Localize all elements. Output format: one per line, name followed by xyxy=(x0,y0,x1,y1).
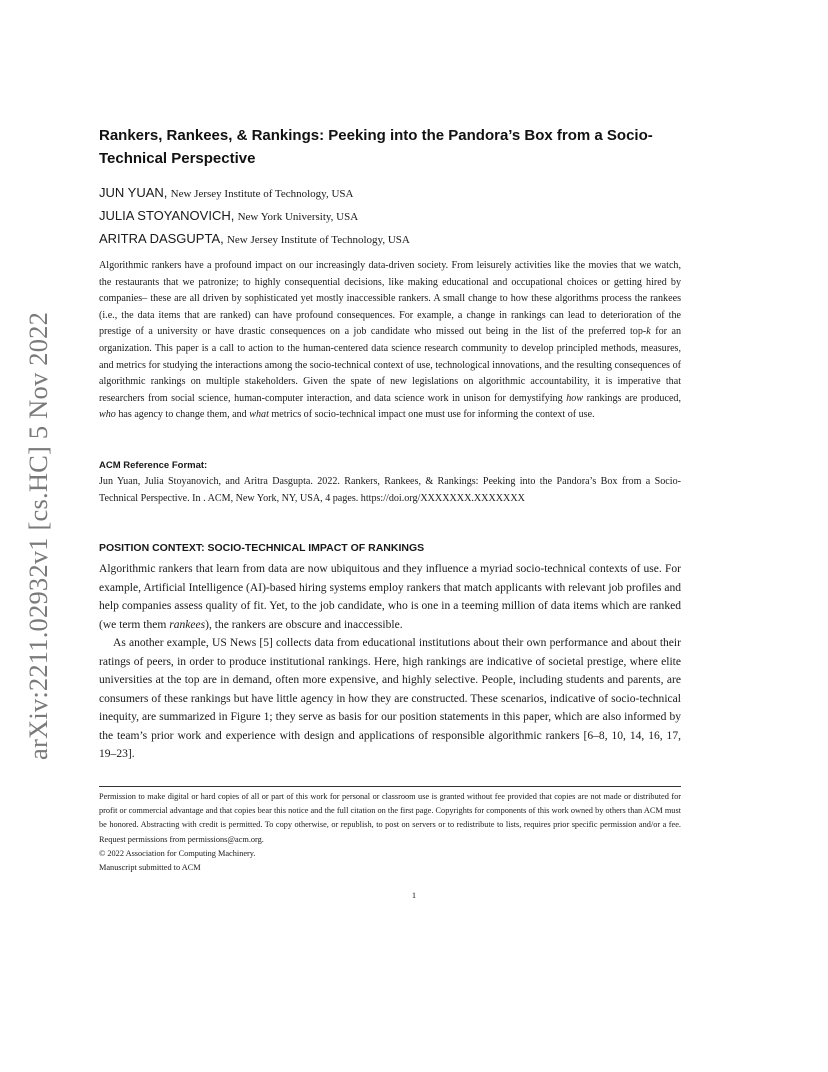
author-affiliation: New Jersey Institute of Technology, USA xyxy=(170,188,354,200)
acm-reference-heading: ACM Reference Format: xyxy=(99,460,208,471)
author-name: ARITRA DASGUPTA, xyxy=(99,231,224,246)
abstract-text: for an organization. This paper is a call to action to the human-centered data science research community to develop principled methods, measures, and metrics for studying the interactions among the socio-technical context of use, technological innovations, and the resulting consequences of algorithmic rankings on multiple stakeholders. Given the spate of new legislations on algorithmic accountability, it is imperative that researchers from social science, human-computer interaction, and data science work in unison for demystifying xyxy=(99,326,681,404)
manuscript-notice: Manuscript submitted to ACM xyxy=(99,863,201,873)
body-paragraph xyxy=(99,560,681,634)
abstract-emphasis-who: who xyxy=(99,409,116,421)
abstract-emphasis-what: what xyxy=(249,409,269,421)
author-affiliation: New York University, USA xyxy=(237,211,359,223)
body-text: Algorithmic rankers that learn from data are now ubiquitous and they influence a myriad socio-technical contexts of use. For example, Artificial Intelligence (AI)-based hiring systems employ rankers that match applicants with relevant job profiles and help companies assess quality of fit. Yet, to the job candidate, who is one in a teeming million of data items which are ranked (we term them xyxy=(99,563,681,631)
abstract-text: metrics of socio-technical impact one must use for informing the context of use. xyxy=(268,409,595,421)
section-heading: POSITION CONTEXT: SOCIO-TECHNICAL IMPACT OF RANKINGS xyxy=(99,542,425,554)
author-3 xyxy=(99,228,681,251)
abstract-text: rankings are produced, xyxy=(583,392,681,404)
author-name: JULIA STOYANOVICH, xyxy=(99,208,235,223)
page-number: 1 xyxy=(411,890,417,900)
section-body xyxy=(99,560,681,764)
abstract-emphasis-how: how xyxy=(566,392,584,404)
abstract-text: has agency to change them, and xyxy=(115,409,250,421)
acm-reference-text: Jun Yuan, Julia Stoyanovich, and Aritra Dasgupta. 2022. Rankers, Rankees, & Rankings: Peeking into the Pandora’s Box from a Socio-Technical Perspective. In . ACM, New York, NY, USA, 4 pages. https://doi.org/XXXXXXX.XXXXXXX xyxy=(99,476,681,504)
arxiv-stamp xyxy=(20,290,56,760)
abstract-emphasis-k: k xyxy=(646,326,651,338)
permission-notice: Permission to make digital or hard copies of all or part of this work for personal or classroom use is granted without fee provided that copies are not made or distributed for profit or commercial advantage and that copies bear this notice and the full citation on the first page. Copyrights for components of this work owned by others than ACM must be honored. Abstracting with credit is permitted. To copy otherwise, or republish, to post on servers or to redistribute to lists, requires prior specific permission and/or a fee. Request permissions from permissions@acm.org. xyxy=(99,792,681,844)
abstract xyxy=(99,258,681,424)
paper-title: Rankers, Rankees, & Rankings: Peeking into the Pandora’s Box from a Socio-Technical Perspective xyxy=(99,127,653,167)
footnote-rule xyxy=(99,786,681,787)
arxiv-identifier: arXiv:2211.02932v1 [cs.HC] 5 Nov 2022 xyxy=(23,311,53,760)
author-2 xyxy=(99,205,681,228)
body-emphasis-rankees: rankees xyxy=(169,618,206,631)
author-affiliation: New Jersey Institute of Technology, USA xyxy=(226,234,410,246)
abstract-text: Algorithmic rankers have a profound impact on our increasingly data-driven society. From leisurely activities like the movies that we watch, the restaurants that we patronize; to highly consequential decisions, like making educational and occupational choices or getting hired by companies– these are all driven by sophisticated yet mostly inaccessible rankers. A small change to how these algorithms process the rankees (i.e., the data items that are ranked) can have profound consequences. For example, a change in rankings can lead to deterioration of the prestige of a university or have drastic consequences on a job candidate who missed out being in the list of the preferred top- xyxy=(99,260,681,338)
author-list xyxy=(99,182,681,251)
author-1 xyxy=(99,182,681,205)
body-paragraph: As another example, US News [5] collects data from educational institutions about their own performance and about their ratings of peers, in order to produce institutional rankings. Here, high rankings are indicative of societal prestige, where elite universities at the top are in demand, often more expensive, and highly selective. People, including students and parents, are consumers of these rankings but have little agency in how they are constructed. These scenarios, indicative of socio-technical inequity, are summarized in Figure 1; they serve as basis for our position statements in this paper, which are also informed by the team’s prior work and experience with design and applications of responsible algorithmic rankers [6–8, 10, 14, 16, 17, 19–23]. xyxy=(99,637,681,760)
author-name: JUN YUAN, xyxy=(99,185,168,200)
acm-reference xyxy=(99,458,681,507)
body-text: ), the rankers are obscure and inaccessible. xyxy=(205,618,403,631)
copyright-notice: © 2022 Association for Computing Machinery. xyxy=(99,848,256,858)
footnote xyxy=(99,790,681,875)
